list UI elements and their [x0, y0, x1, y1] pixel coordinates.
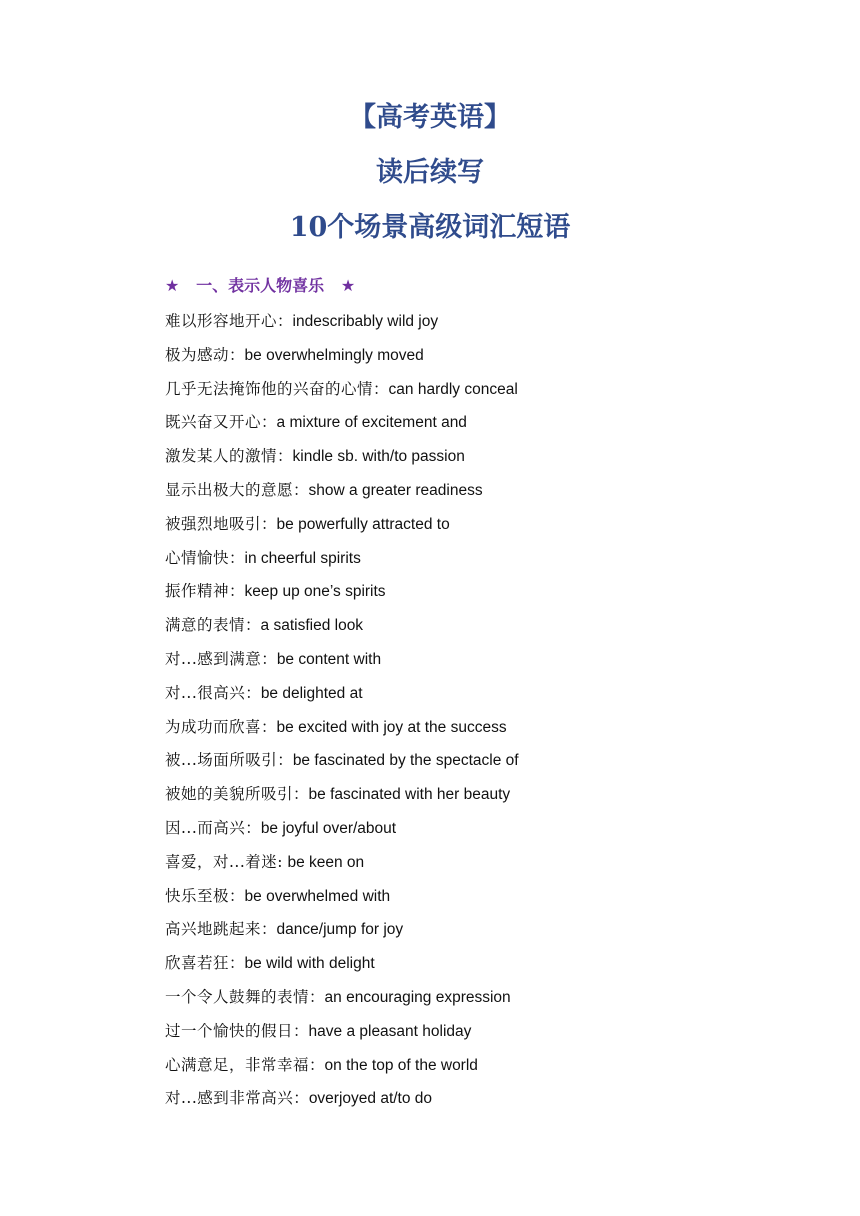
- entry-separator: ：: [261, 514, 277, 533]
- entry-separator: ：: [277, 447, 293, 466]
- list-item: [165, 683, 765, 717]
- list-item: [165, 1021, 765, 1055]
- entry-english: keep up one’s spirits: [244, 583, 386, 601]
- entry-separator: ：: [277, 751, 293, 770]
- entry-english: be joyful over/about: [260, 819, 397, 837]
- list-item: [165, 953, 765, 987]
- entry-chinese: 因...而高兴: [165, 818, 246, 837]
- entry-english: on the top of the world: [324, 1056, 478, 1074]
- entry-english: a satisfied look: [260, 617, 364, 635]
- entry-chinese: 一个令人鼓舞的表情: [165, 987, 310, 1006]
- entry-english: be wild with delight: [244, 955, 375, 973]
- star-icon-right: ★: [340, 276, 356, 295]
- entry-chinese: 被她的美貌所吸引: [165, 785, 294, 804]
- entry-separator: ：: [229, 548, 245, 567]
- entry-separator: ：: [229, 886, 245, 905]
- entry-english: be powerfully attracted to: [276, 515, 450, 533]
- entry-english: indescribably wild joy: [292, 313, 439, 330]
- entry-english: a mixture of excitement and: [276, 414, 467, 432]
- entry-chinese: 心情愉快: [165, 548, 230, 567]
- entry-english: be keen on: [287, 853, 365, 871]
- entry-chinese: 被...场面所吸引: [165, 751, 278, 770]
- star-icon-left: ★: [165, 276, 180, 295]
- list-item: [165, 514, 765, 548]
- entry-english: be overwhelmingly moved: [244, 346, 424, 364]
- entry-separator: ：: [293, 785, 309, 804]
- entry-separator: ：: [261, 717, 277, 736]
- title-line-2: 读后续写: [376, 157, 484, 188]
- entry-chinese: 极为感动: [165, 345, 230, 364]
- entry-chinese: 既兴奋又开心: [165, 413, 262, 432]
- entry-chinese: 对...感到非常高兴: [165, 1089, 294, 1108]
- entry-chinese: 几乎无法掩饰他的兴奋的心情: [165, 379, 374, 398]
- list-item: [165, 412, 765, 446]
- entry-separator: ：: [229, 345, 245, 364]
- entry-chinese: 高兴地跳起来: [165, 920, 262, 939]
- entry-separator: ：: [309, 987, 325, 1006]
- entry-english: in cheerful spirits: [244, 549, 361, 567]
- entry-english: dance/jump for joy: [276, 921, 404, 939]
- entry-separator: ：: [373, 379, 389, 398]
- entry-english: show a greater readiness: [308, 481, 483, 499]
- entry-chinese: 欣喜若狂: [165, 954, 230, 973]
- list-item: [165, 311, 765, 345]
- list-item: [165, 1088, 765, 1122]
- entry-chinese: 为成功而欣喜: [165, 717, 262, 736]
- list-item: [165, 345, 765, 379]
- entry-chinese: 心满意足，非常幸福: [165, 1055, 310, 1074]
- entry-separator: ：: [293, 480, 309, 499]
- entry-separator: ：: [293, 1089, 309, 1108]
- entry-separator: ：: [245, 683, 261, 702]
- list-item: [165, 379, 765, 413]
- entry-separator: ：: [229, 954, 245, 973]
- entry-chinese: 过一个愉快的假日: [165, 1021, 294, 1040]
- entry-english: overjoyed at/to do: [308, 1090, 433, 1108]
- list-item: [165, 886, 765, 920]
- entry-english: be content with: [276, 650, 382, 668]
- entry-chinese: 对...很高兴: [165, 683, 246, 702]
- entry-chinese: 难以形容地开心: [165, 312, 278, 330]
- title-line-1: 【高考英语】: [349, 102, 511, 133]
- list-item: [165, 818, 765, 852]
- list-item: [165, 446, 765, 480]
- list-item: [165, 649, 765, 683]
- entry-separator: ：: [293, 1021, 309, 1040]
- entry-english: an encouraging expression: [324, 988, 511, 1006]
- entry-chinese: 快乐至极: [165, 886, 230, 905]
- entry-chinese: 被强烈地吸引: [165, 514, 262, 533]
- list-item: [165, 919, 765, 953]
- entry-chinese: 喜爱，对...着迷: [165, 852, 278, 871]
- entry-separator: ：: [245, 818, 261, 837]
- entry-chinese: 振作精神: [165, 582, 230, 601]
- entry-english: have a pleasant holiday: [308, 1022, 472, 1040]
- section-heading: [165, 276, 355, 296]
- entry-separator: :: [277, 852, 288, 871]
- entry-english: can hardly conceal: [388, 380, 518, 398]
- entry-separator: ：: [277, 312, 293, 330]
- entry-chinese: 激发某人的激情: [165, 447, 278, 466]
- entry-english: be excited with joy at the success: [276, 718, 507, 736]
- entry-english: be overwhelmed with: [244, 887, 391, 905]
- list-item: [165, 615, 765, 649]
- entry-separator: ：: [309, 1055, 325, 1074]
- list-item: [165, 717, 765, 751]
- entry-english: kindle sb. with/to passion: [292, 448, 465, 466]
- list-item: [165, 750, 765, 784]
- list-item: [165, 1055, 765, 1089]
- entry-english: be fascinated by the spectacle of: [292, 752, 519, 770]
- entry-chinese: 对...感到满意: [165, 649, 262, 668]
- entry-english: be fascinated with her beauty: [308, 786, 511, 804]
- title-line-3: 10个场景高级词汇短语: [289, 212, 571, 243]
- list-item: [165, 852, 765, 886]
- vocabulary-list: [165, 311, 765, 1122]
- section-heading-label: 一、表示人物喜乐: [196, 276, 325, 295]
- list-item: [165, 784, 765, 818]
- entry-chinese: 满意的表情: [165, 616, 246, 635]
- entry-separator: ：: [261, 649, 277, 668]
- entry-separator: ：: [245, 616, 261, 635]
- list-item: [165, 480, 765, 514]
- entry-chinese: 显示出极大的意愿: [165, 480, 294, 499]
- entry-separator: ：: [229, 582, 245, 601]
- list-item: [165, 987, 765, 1021]
- entry-english: be delighted at: [260, 684, 363, 702]
- entry-separator: ：: [261, 413, 277, 432]
- list-item: [165, 548, 765, 582]
- title-block: [0, 104, 860, 241]
- list-item: [165, 581, 765, 615]
- entry-separator: ：: [261, 920, 277, 939]
